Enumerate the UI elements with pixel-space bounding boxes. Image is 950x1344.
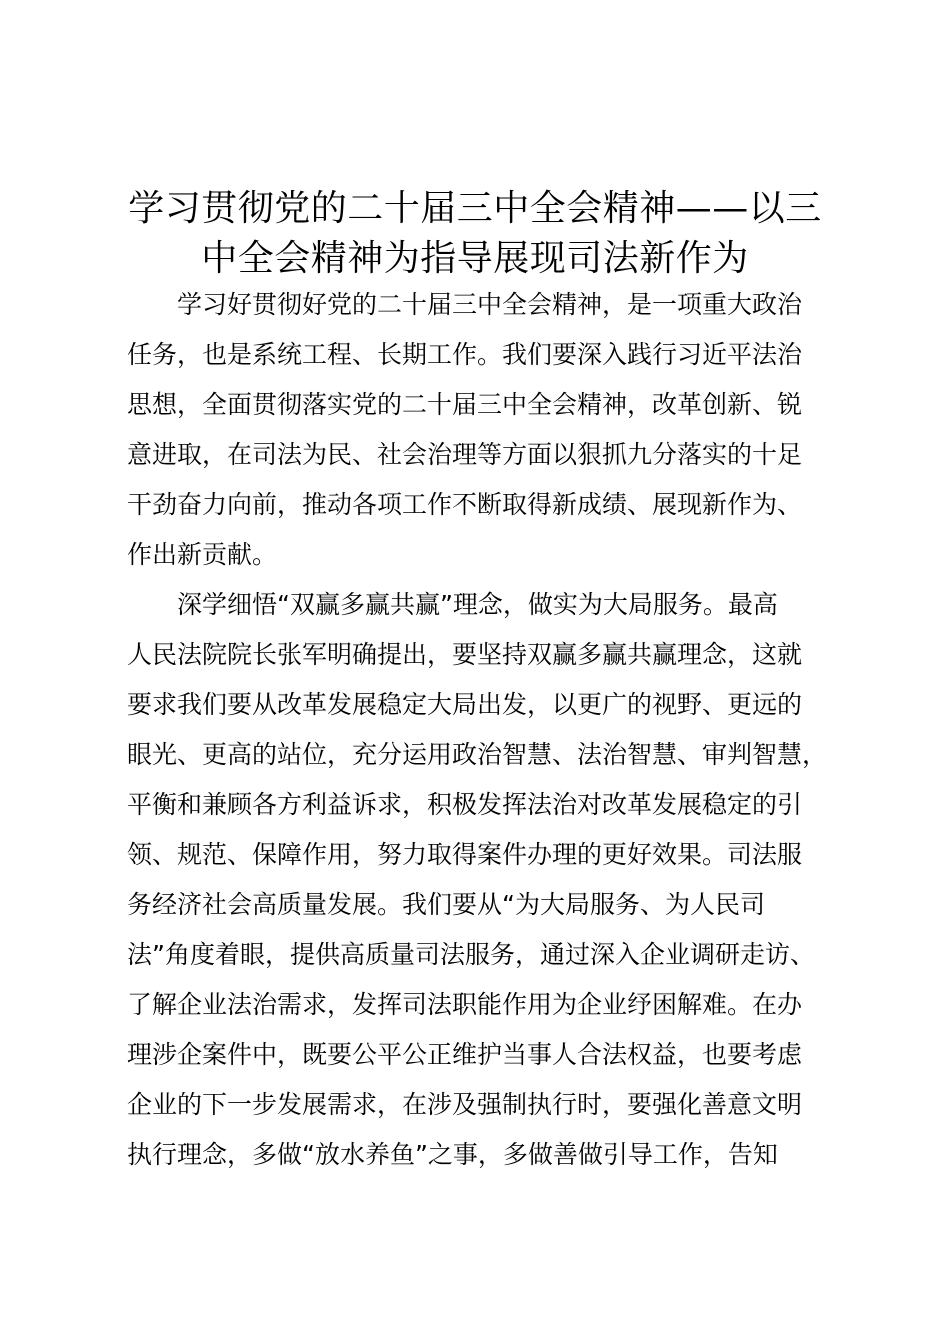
paragraph-line: 法”角度着眼，提供高质量司法服务，通过深入企业调研走访、: [127, 940, 815, 969]
paragraph-line: 执行理念，多做“放水养鱼”之事，多做善做引导工作，告知: [127, 1140, 778, 1169]
paragraph-line: 人民法院院长张军明确提出，要坚持双赢多赢共赢理念，这就: [127, 640, 803, 669]
paragraph-line: 企业的下一步发展需求，在涉及强制执行时，要强化善意文明: [127, 1090, 803, 1119]
document-title: [120, 184, 830, 284]
paragraph-line: 深学细悟“双赢多赢共赢”理念，做实为大局服务。最高: [177, 590, 778, 619]
paragraph-line: 理涉企案件中，既要公平公正维护当事人合法权益，也要考虑: [127, 1040, 803, 1069]
document-body: [127, 280, 852, 1180]
paragraph-line: 作出新贡献。: [127, 540, 278, 569]
paragraph-line: 任务，也是系统工程、长期工作。我们要深入践行习近平法治: [127, 340, 803, 369]
paragraph-line: 干劲奋力向前，推动各项工作不断取得新成绩、展现新作为、: [127, 490, 803, 519]
paragraph-line: 平衡和兼顾各方利益诉求，积极发挥法治对改革发展稳定的引: [127, 790, 803, 819]
paragraph-1: [127, 280, 852, 580]
paragraph-line: 要求我们要从改革发展稳定大局出发，以更广的视野、更远的: [127, 690, 803, 719]
paragraph-line: 意进取，在司法为民、社会治理等方面以狠抓九分落实的十足: [127, 440, 803, 469]
paragraph-line: 思想，全面贯彻落实党的二十届三中全会精神，改革创新、锐: [127, 390, 803, 419]
paragraph-line: 务经济社会高质量发展。我们要从“为大局服务、为人民司: [127, 890, 765, 919]
paragraph-2: [127, 580, 852, 1180]
paragraph-line: 领、规范、保障作用，努力取得案件办理的更好效果。司法服: [127, 840, 803, 869]
title-line-1: 学习贯彻党的二十届三中全会精神——以三: [128, 188, 822, 229]
paragraph-line: 眼光、更高的站位，充分运用政治智慧、法治智慧、审判智慧，: [127, 740, 828, 769]
paragraph-line: 了解企业法治需求，发挥司法职能作用为企业纾困解难。在办: [127, 990, 803, 1019]
paragraph-line: 学习好贯彻好党的二十届三中全会精神，是一项重大政治: [177, 290, 803, 319]
title-line-2: 中全会精神为指导展现司法新作为: [201, 238, 749, 279]
